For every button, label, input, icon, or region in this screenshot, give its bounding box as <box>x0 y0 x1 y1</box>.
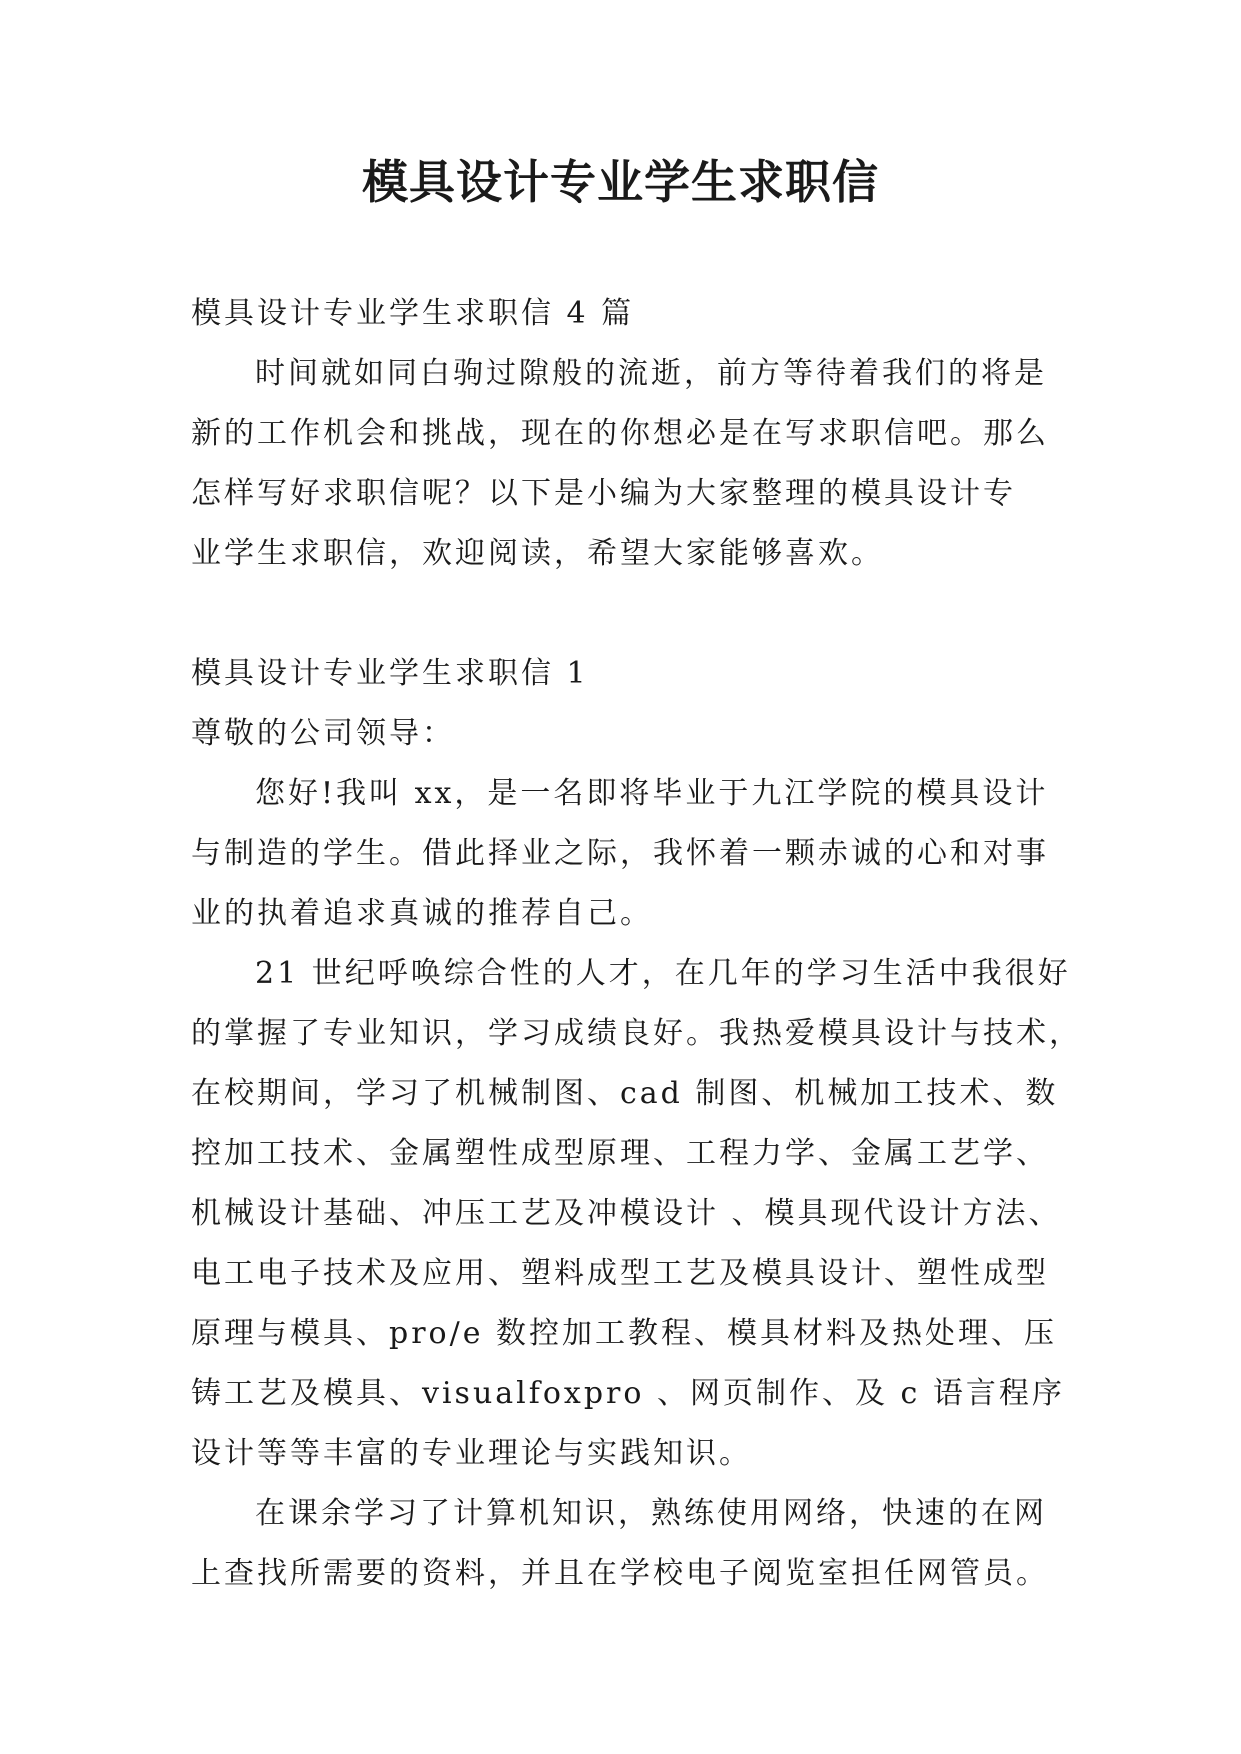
paragraph-spacer <box>191 584 1071 644</box>
paragraph-line: 您好!我叫 xx，是一名即将毕业于九江学院的模具设计 <box>255 776 1049 811</box>
paragraph-line: 控加工技术、金属塑性成型原理、工程力学、金属工艺学、 <box>191 1136 1049 1171</box>
paragraph-line: 在校期间，学习了机械制图、cad 制图、机械加工技术、数 <box>191 1076 1059 1111</box>
paragraph-1 <box>191 764 1071 944</box>
paragraph-line: 21 世纪呼唤综合性的人才，在几年的学习生活中我很好 <box>255 956 1071 991</box>
document-body <box>191 284 1082 1604</box>
intro-paragraph <box>191 344 1071 584</box>
paragraph-line: 原理与模具、pro/e 数控加工教程、模具材料及热处理、压 <box>191 1316 1058 1351</box>
paragraph-line: 电工电子技术及应用、塑料成型工艺及模具设计、塑性成型 <box>191 1256 1049 1291</box>
paragraph-2 <box>191 944 1082 1484</box>
page-title: 模具设计专业学生求职信 <box>362 155 879 209</box>
salutation: 尊敬的公司领导： <box>191 716 455 751</box>
paragraph-line: 新的工作机会和挑战，现在的你想必是在写求职信吧。那么 <box>191 416 1049 451</box>
section-heading: 模具设计专业学生求职信 1 <box>191 656 589 691</box>
paragraph-line: 在课余学习了计算机知识，熟练使用网络，快速的在网 <box>255 1496 1047 1531</box>
paragraph-line: 怎样写好求职信呢？以下是小编为大家整理的模具设计专 <box>191 476 1016 511</box>
paragraph-line: 铸工艺及模具、visualfoxpro 、网页制作、及 c 语言程序 <box>191 1376 1065 1411</box>
paragraph-line: 与制造的学生。借此择业之际，我怀着一颗赤诚的心和对事 <box>191 836 1049 871</box>
paragraph-line: 业的执着追求真诚的推荐自己。 <box>191 896 653 931</box>
paragraph-line: 上查找所需要的资料，并且在学校电子阅览室担任网管员。 <box>191 1556 1049 1591</box>
paragraph-line: 设计等等丰富的专业理论与实践知识。 <box>191 1436 752 1471</box>
paragraph-line: 时间就如同白驹过隙般的流逝，前方等待着我们的将是 <box>255 356 1047 391</box>
subtitle: 模具设计专业学生求职信 4 篇 <box>191 296 635 331</box>
paragraph-line: 机械设计基础、冲压工艺及冲模设计 、模具现代设计方法、 <box>191 1196 1062 1231</box>
paragraph-line: 业学生求职信，欢迎阅读，希望大家能够喜欢。 <box>191 536 884 571</box>
paragraph-3 <box>191 1484 1071 1604</box>
paragraph-line: 的掌握了专业知识，学习成绩良好。我热爱模具设计与技术， <box>191 1016 1082 1051</box>
